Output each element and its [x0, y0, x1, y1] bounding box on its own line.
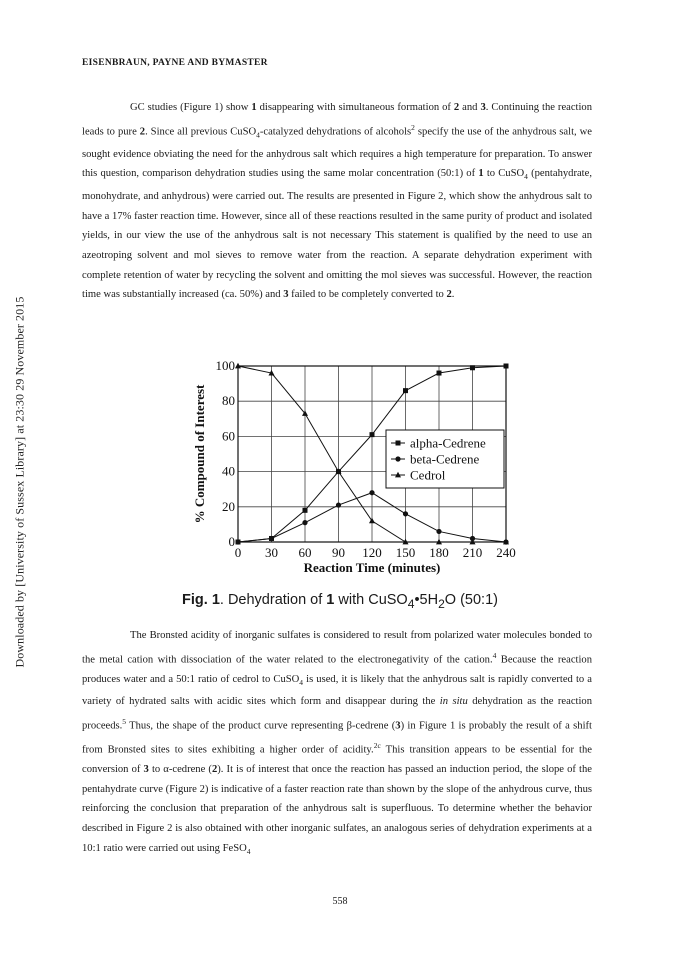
y-tick-label: 40 [222, 463, 235, 479]
paragraph-1 [82, 98, 592, 305]
x-tick-label: 210 [462, 545, 483, 560]
text-run: failed to be completely converted to [288, 289, 447, 301]
text-run: . Continuing the reaction leads to pure [82, 102, 593, 138]
running-header: EISENBRAUN, PAYNE AND BYMASTER [82, 58, 268, 68]
text-run: 1 [478, 168, 484, 180]
text-run: dehydration as the reaction proceeds. [82, 696, 592, 732]
data-point [370, 432, 375, 437]
text-run: 2 [446, 289, 452, 301]
text-run: This transition appears to be essential for the conversion of [82, 744, 592, 776]
text-run: ). It is of interest that once the reaction has passed an induction period, the slope of the pentahydrate curve (Figure 2) is indicative of a faster reaction rate than shown by the slope of the anhydrous curve, thus reinforcing the conclusion that preparation of the anhydrous salt is superfluous. To determine whether the behavior described in Figure 2 is also obtained with other inorganic sulfates, an analogous series of dehydration experiments at a 10:1 ratio were carried out using FeSO [82, 764, 592, 854]
data-point [504, 364, 509, 369]
text-run: GC studies (Figure 1) show [130, 102, 252, 113]
data-point [437, 371, 442, 376]
text-run: to α-cedrene ( [148, 764, 212, 776]
text-run: and [459, 102, 481, 113]
data-point [403, 511, 408, 516]
data-point [235, 539, 240, 544]
text-run: 2c [373, 741, 381, 751]
text-run: . [451, 289, 455, 301]
text-run: Thus, the shape of the product curve representing β-cedrene ( [126, 720, 396, 732]
x-tick-label: 150 [395, 545, 416, 560]
legend-entry: alpha-Cedrene [410, 435, 486, 451]
x-tick-label: 60 [298, 545, 312, 560]
legend-swatch-marker [395, 456, 400, 461]
x-tick-label: 0 [234, 545, 242, 560]
text-run: (pentahydrate, monohydrate, and anhydrous) were carried out. The results are presented in Figure 2, which show the anhydrous salt to have a 17% faster reaction time. However, since all of these reactions resulted in the same purity of product and isolated yields, in our view the use of the anhydrous salt is not necessary This statement is qualified by the need to use an azeotroping solvent and mol sieves to remove water from the reaction. A separate dehydration experiment with complete retention of water by recycling the solvent and omitting the mol sieves was successful. However, the reaction time was substantially increased (ca. 50%) and [82, 168, 592, 301]
text-run: 4 [492, 650, 497, 660]
text-run: 4 [524, 172, 528, 182]
y-tick-label: 0 [228, 534, 235, 549]
data-point [269, 536, 274, 541]
text-run: 4 [299, 677, 304, 687]
x-tick-label: 90 [332, 545, 345, 560]
figure-caption: Fig. 1. Dehydration of 1 with $CuSO_4•5H_2O$ (50:1) [182, 592, 498, 611]
text-run: 2 [211, 764, 218, 776]
data-point [303, 508, 308, 513]
figure-1 [160, 356, 540, 586]
legend-swatch-marker [396, 441, 401, 446]
data-point [403, 388, 408, 393]
data-point [436, 529, 441, 534]
text-run: The Bronsted acidity of inorganic sulfates is considered to result from polarized water molecules bonded to the metal cation with dissociation of the water related to the electronegativity of the cation. [82, 630, 592, 666]
text-run: 2 [411, 122, 415, 132]
text-run: . Since all previous CuSO [145, 126, 257, 138]
caption-compound: 1 [326, 592, 335, 608]
text-run: 1 [251, 102, 257, 113]
y-tick-label: 80 [222, 393, 235, 409]
text-run: to CuSO [483, 168, 525, 180]
text-run: Because the reaction produces water and a 50:1 ratio of cedrol to CuSO [82, 654, 593, 685]
x-tick-label: 120 [362, 545, 382, 560]
paragraph-2 [82, 626, 592, 861]
text-run: -catalyzed dehydrations of alcohols [259, 126, 412, 138]
y-tick-label: 60 [222, 428, 235, 444]
data-point [470, 365, 475, 370]
line-chart [160, 356, 540, 586]
page-number: 558 [332, 896, 348, 907]
text-run: 4 [246, 846, 251, 856]
text-run: 3 [283, 289, 289, 301]
y-axis-label: % Compound of Interest [192, 384, 207, 524]
legend-entry: Cedrol [410, 467, 446, 483]
legend [386, 430, 504, 488]
download-watermark: Downloaded by [University of Sussex Library] at 23:30 29 November 2015 [12, 296, 27, 668]
x-tick-label: 240 [496, 545, 516, 560]
text-run: disappearing with simultaneous formation of [256, 102, 454, 113]
y-tick-label: 20 [222, 498, 235, 514]
text-run: 2 [453, 102, 460, 113]
x-tick-label: 30 [265, 545, 278, 560]
legend-entry: beta-Cedrene [410, 451, 480, 467]
text-run: is used, it is likely that the anhydrous salt is rapidly converted to a variety of hydrated salts with acidic sites which form and disappear during the [82, 673, 592, 708]
text-run: 4 [256, 130, 260, 140]
text-run: 3 [480, 102, 486, 113]
y-tick-label: 100 [215, 358, 235, 373]
text-run: in situ [439, 696, 468, 708]
data-point [302, 520, 307, 525]
x-axis-label: Reaction Time (minutes) [303, 560, 441, 575]
text-run: 2 [139, 126, 146, 138]
text-run: 3 [395, 720, 401, 732]
figure-label: Fig. 1 [182, 592, 220, 608]
x-tick-label: 180 [429, 545, 449, 560]
text-run: 5 [122, 717, 127, 727]
text-run: 3 [143, 764, 149, 776]
data-point [336, 502, 341, 507]
text-run: ) in Figure 1 is probably the result of a shift from Bronsted sites to sites exhibiting a higher order of acidity. [82, 720, 592, 756]
data-point [369, 490, 374, 495]
text-run: specify the use of the anhydrous salt, we sought evidence obviating the need for the anhydrous salt which requires a high temperature for preparation. To answer this question, comparison dehydration studies using the same molar concentration (50:1) of [82, 126, 592, 180]
